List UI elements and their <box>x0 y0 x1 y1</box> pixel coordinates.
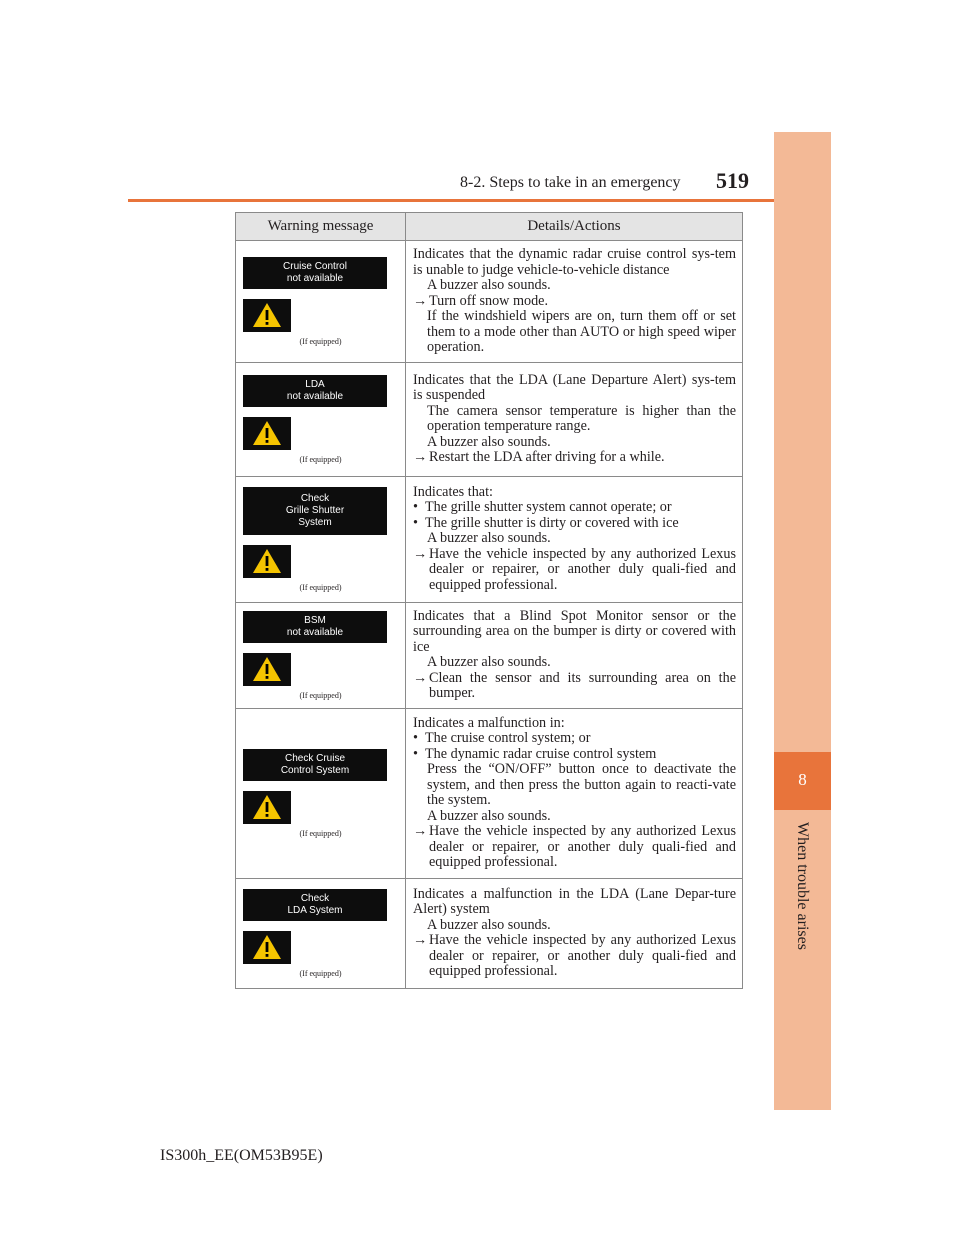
bullet-icon: • <box>413 730 418 746</box>
message-cell <box>236 878 406 988</box>
arrow-icon: → <box>413 449 428 465</box>
arrow-icon: → <box>413 669 428 686</box>
display-message: BSM not available <box>243 611 387 643</box>
table-row <box>236 708 743 878</box>
if-equipped-note: (If equipped) <box>299 690 342 700</box>
warning-icon <box>243 653 291 686</box>
arrow-icon: → <box>413 932 428 948</box>
table-row <box>236 602 743 708</box>
details-cell: Indicates a malfunction in: • The cruise control system; or • The dynamic radar cruise control system Press the “ON/OFF” button once to deactivate the system, and then press the button again to reacti-vate the system. A buzzer also sounds. → Have the vehicle inspected by any authorized Lexus dealer or repairer, or another duly quali-fied and equipped professional. <box>406 708 743 878</box>
warning-message-table <box>235 212 743 989</box>
if-equipped-note: (If equipped) <box>299 968 342 978</box>
display-message: Check Cruise Control System <box>243 749 387 781</box>
display-message: LDA not available <box>243 375 387 407</box>
display-message: Check Grille Shutter System <box>243 487 387 535</box>
if-equipped-note: (If equipped) <box>299 336 342 346</box>
column-header-message: Warning message <box>236 213 406 241</box>
chapter-number: 8 <box>798 770 807 789</box>
table-row <box>236 878 743 988</box>
details-cell: Indicates a malfunction in the LDA (Lane Depar-ture Alert) system A buzzer also sounds. → Have the vehicle inspected by any authorized Lexus dealer or repairer, or another duly quali-fied and equipped professional. <box>406 878 743 988</box>
column-header-details: Details/Actions <box>406 213 743 241</box>
message-cell <box>236 241 406 363</box>
bullet-icon: • <box>413 514 418 531</box>
message-cell <box>236 708 406 878</box>
warning-icon <box>243 545 291 578</box>
message-cell <box>236 362 406 476</box>
warning-icon <box>243 931 291 964</box>
message-cell <box>236 476 406 602</box>
message-cell <box>236 602 406 708</box>
page-number: 519 <box>716 168 749 193</box>
warning-icon <box>243 791 291 824</box>
display-message: Cruise Control not available <box>243 257 387 289</box>
arrow-icon: → <box>413 823 428 839</box>
display-message: Check LDA System <box>243 889 387 921</box>
bullet-icon: • <box>413 499 418 516</box>
chapter-title: When trouble arises <box>794 822 811 950</box>
warning-icon <box>243 299 291 332</box>
table-header-row <box>236 213 743 241</box>
section-title: 8-2. Steps to take in an emergency <box>460 174 681 191</box>
if-equipped-note: (If equipped) <box>299 454 342 464</box>
footer-document-code: IS300h_EE(OM53B95E) <box>160 1147 323 1164</box>
if-equipped-note: (If equipped) <box>299 828 342 838</box>
warning-icon <box>243 417 291 450</box>
details-cell: Indicates that a Blind Spot Monitor sensor or the surrounding area on the bumper is dirty or covered with ice A buzzer also sounds. → Clean the sensor and its surrounding area on the bumper. <box>406 602 743 708</box>
table-row <box>236 362 743 476</box>
if-equipped-note: (If equipped) <box>299 582 342 592</box>
details-cell: Indicates that the dynamic radar cruise control sys-tem is unable to judge vehicle-to-vehicle distance A buzzer also sounds. → Turn off snow mode. If the windshield wipers are on, turn them off or set them to a mode other than AUTO or high speed wiper operation. <box>406 241 743 363</box>
bullet-icon: • <box>413 745 418 762</box>
table-row <box>236 241 743 363</box>
table-row <box>236 476 743 602</box>
header-rule <box>128 199 774 202</box>
details-cell: Indicates that the LDA (Lane Departure Alert) sys-tem is suspended The camera sensor temperature is higher than the operation temperature range. A buzzer also sounds. → Restart the LDA after driving for a while. <box>406 362 743 476</box>
arrow-icon: → <box>413 545 428 562</box>
arrow-icon: → <box>413 292 428 309</box>
details-cell: Indicates that: • The grille shutter system cannot operate; or • The grille shutter is dirty or covered with ice A buzzer also sounds. → Have the vehicle inspected by any authorized Lexus dealer or repairer, or another duly quali-fied and equipped professional. <box>406 476 743 602</box>
